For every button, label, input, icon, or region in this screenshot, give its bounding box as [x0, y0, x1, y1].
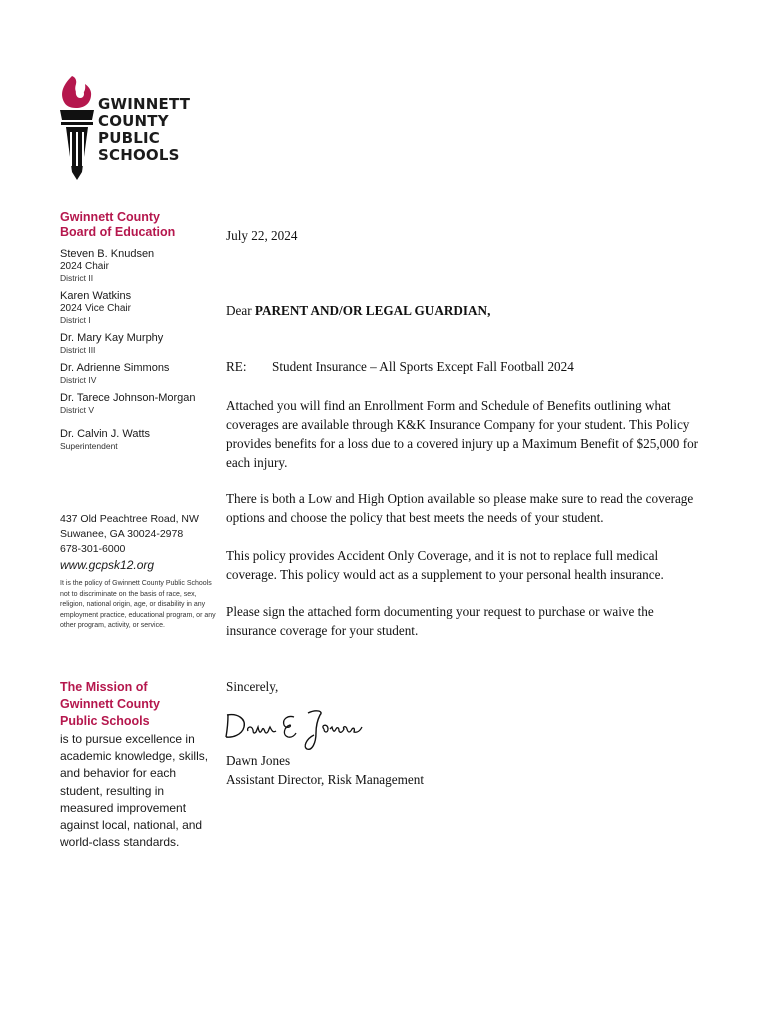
salutation — [226, 303, 490, 319]
member-district: District III — [60, 345, 96, 355]
address-block — [60, 512, 230, 632]
closing: Sincerely, — [226, 679, 279, 694]
phone-number: 678-301-6000 — [60, 543, 126, 555]
mission-title-line: Gwinnett County — [60, 697, 160, 711]
board-member — [60, 362, 220, 386]
subject-text: Student Insurance – All Sports Except Fall Football 2024 — [272, 359, 574, 374]
logo-line: GWINNETT — [98, 95, 191, 113]
torch-icon — [58, 72, 98, 200]
member-name: Steven B. Knudsen — [60, 248, 155, 260]
member-role: 2024 Vice Chair — [60, 303, 131, 314]
member-district: District I — [60, 315, 91, 325]
logo-line: SCHOOLS — [98, 146, 180, 164]
logo-line: COUNTY — [98, 112, 169, 130]
mission-statement — [60, 679, 220, 851]
board-member — [60, 392, 220, 416]
mission-title-line: The Mission of — [60, 680, 148, 694]
handwritten-signature — [224, 705, 374, 755]
member-name: Dr. Adrienne Simmons — [60, 362, 170, 374]
mission-text: is to pursue excellence in academic knowledge, skills, and behavior for each student, resulting in measured improvement against local, national, and world-class standards. — [60, 732, 209, 850]
member-name: Dr. Tarece Johnson-Morgan — [60, 392, 196, 404]
salutation-prefix: Dear — [226, 303, 255, 318]
member-title: Superintendent — [60, 441, 118, 451]
member-district: District IV — [60, 375, 97, 385]
member-district: District II — [60, 273, 94, 283]
member-name: Dr. Calvin J. Watts — [60, 428, 151, 440]
subject-line — [226, 359, 574, 375]
gcps-logo — [58, 72, 208, 200]
logo-line: PUBLIC — [98, 129, 160, 147]
superintendent — [60, 428, 220, 452]
salutation-recipient: PARENT AND/OR LEGAL GUARDIAN, — [254, 303, 491, 318]
letter-date: July 22, 2024 — [226, 228, 298, 243]
body-paragraph: There is both a Low and High Option available so please make sure to read the coverage options and choose the policy that best meets the needs of your student. — [226, 491, 694, 525]
logo-wordmark — [98, 96, 190, 164]
nondiscrimination-policy: It is the policy of Gwinnett County Public Schools not to discriminate on the basis of race, sex, religion, national origin, age, or disability in any employment practice, educational program, or any other program, activity, or service. — [60, 580, 216, 629]
board-member — [60, 290, 220, 326]
board-member — [60, 248, 220, 284]
body-paragraph: Please sign the attached form documenting your request to purchase or waive the insurance coverage for your student. — [226, 604, 654, 638]
signer-name: Dawn Jones — [226, 753, 291, 768]
member-role: 2024 Chair — [60, 261, 109, 272]
member-name: Dr. Mary Kay Murphy — [60, 332, 164, 344]
board-title-line: Gwinnett County — [60, 210, 160, 224]
board-member — [60, 332, 220, 356]
subject-label: RE: — [226, 359, 247, 374]
street-address: 437 Old Peachtree Road, NW — [60, 513, 199, 525]
board-title-line: Board of Education — [60, 225, 176, 239]
body-paragraph: This policy provides Accident Only Coverage, and it is not to replace full medical coverage. This policy would act as a supplement to your personal health insurance. — [226, 548, 664, 582]
board-title — [60, 210, 220, 240]
mission-title-line: Public Schools — [60, 714, 150, 728]
board-of-education — [60, 210, 220, 458]
mission-title — [60, 679, 220, 730]
signer-title: Assistant Director, Risk Management — [226, 772, 424, 787]
website-link[interactable]: www.gcpsk12.org — [60, 558, 155, 572]
city-state-zip: Suwanee, GA 30024-2978 — [60, 528, 184, 540]
member-name: Karen Watkins — [60, 290, 132, 302]
member-district: District V — [60, 405, 94, 415]
body-paragraph: Attached you will find an Enrollment Form and Schedule of Benefits outlining what coverages are available through K&K Insurance Company for your student. This Policy provides benefits for a loss due to a covered injury up a Maximum Benefit of $25,000 for each injury. — [226, 398, 699, 470]
